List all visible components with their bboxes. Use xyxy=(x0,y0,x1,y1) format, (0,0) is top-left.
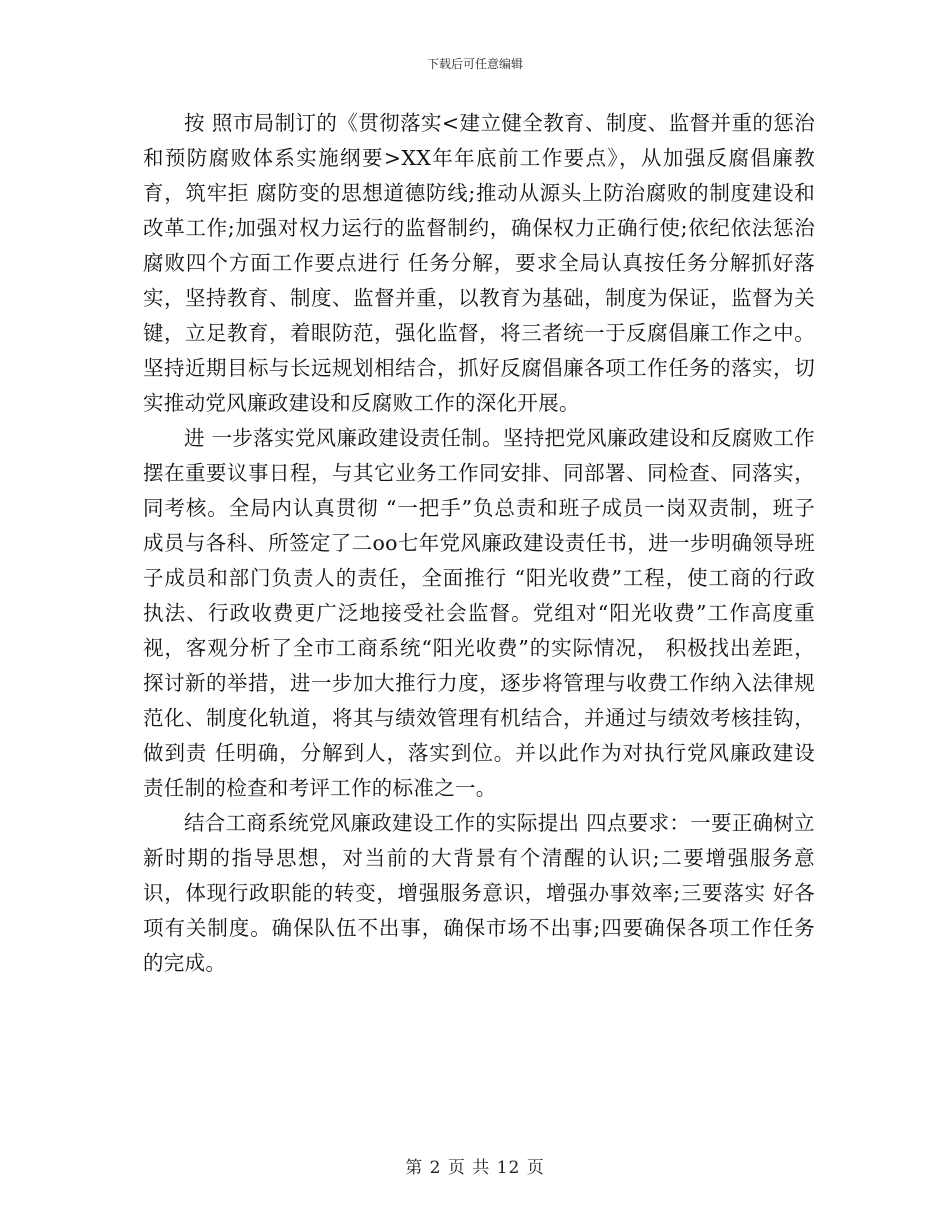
page-number: 第 2 页 共 12 页 xyxy=(405,1158,545,1178)
document-body xyxy=(143,106,815,981)
paragraph-2: 进 一步落实党风廉政建设责任制。坚持把党风廉政建设和反腐败工作摆在重要议事日程，与其它业务工作同安排、同部署、同检查、同落实，同考核。全局内认真贯彻 “一把手”负总责和班子成员一岗双责制，班子成员与各科、所签定了二oo七年党风廉政建设责任书，进一步明确领导班子成员和部门负责人的责任，全面推行 “阳光收费”工程，使工商的行政执法、行政收费更广泛地接受社会监督。党组对“阳光收费”工作高度重视，客观分析了全市工商系统“阳光收费”的实际情况， 积极找出差距，探讨新的举措，进一步加大推行力度，逐步将管理与收费工作纳入法律规范化、制度化轨道，将其与绩效管理有机结合，并通过与绩效考核挂钩，做到责 任明确，分解到人，落实到位。并以此作为对执行党风廉政建设责任制的检查和考评工作的标准之一。 xyxy=(143,426,815,800)
paragraph-1: 按 照市局制订的《贯彻落实<建立健全教育、制度、监督并重的惩治和预防腐败体系实施纲要>XX年年底前工作要点》，从加强反腐倡廉教育，筑牢拒 腐防变的思想道德防线;推动从源头上防治腐败的制度建设和改革工作;加强对权力运行的监督制约，确保权力正确行使;依纪依法惩治腐败四个方面工作要点进行 任务分解，要求全局认真按任务分解抓好落实，坚持教育、制度、监督并重，以教育为基础，制度为保证，监督为关键，立足教育，着眼防范，强化监督，将三者统一于反腐倡廉工作之中。坚持近期目标与长远规划相结合，抓好反腐倡廉各项工作任务的落实，切实推动党风廉政建设和反腐败工作的深化开展。 xyxy=(143,111,815,415)
paragraph-3: 结合工商系统党风廉政建设工作的实际提出 四点要求：一要正确树立新时期的指导思想，对当前的大背景有个清醒的认识;二要增强服务意识，体现行政职能的转变，增强服务意识，增强办事效率;三要落实 好各项有关制度。确保队伍不出事，确保市场不出事;四要确保各项工作任务的完成。 xyxy=(143,811,815,975)
page-header: 下载后可任意编辑 xyxy=(426,57,523,71)
